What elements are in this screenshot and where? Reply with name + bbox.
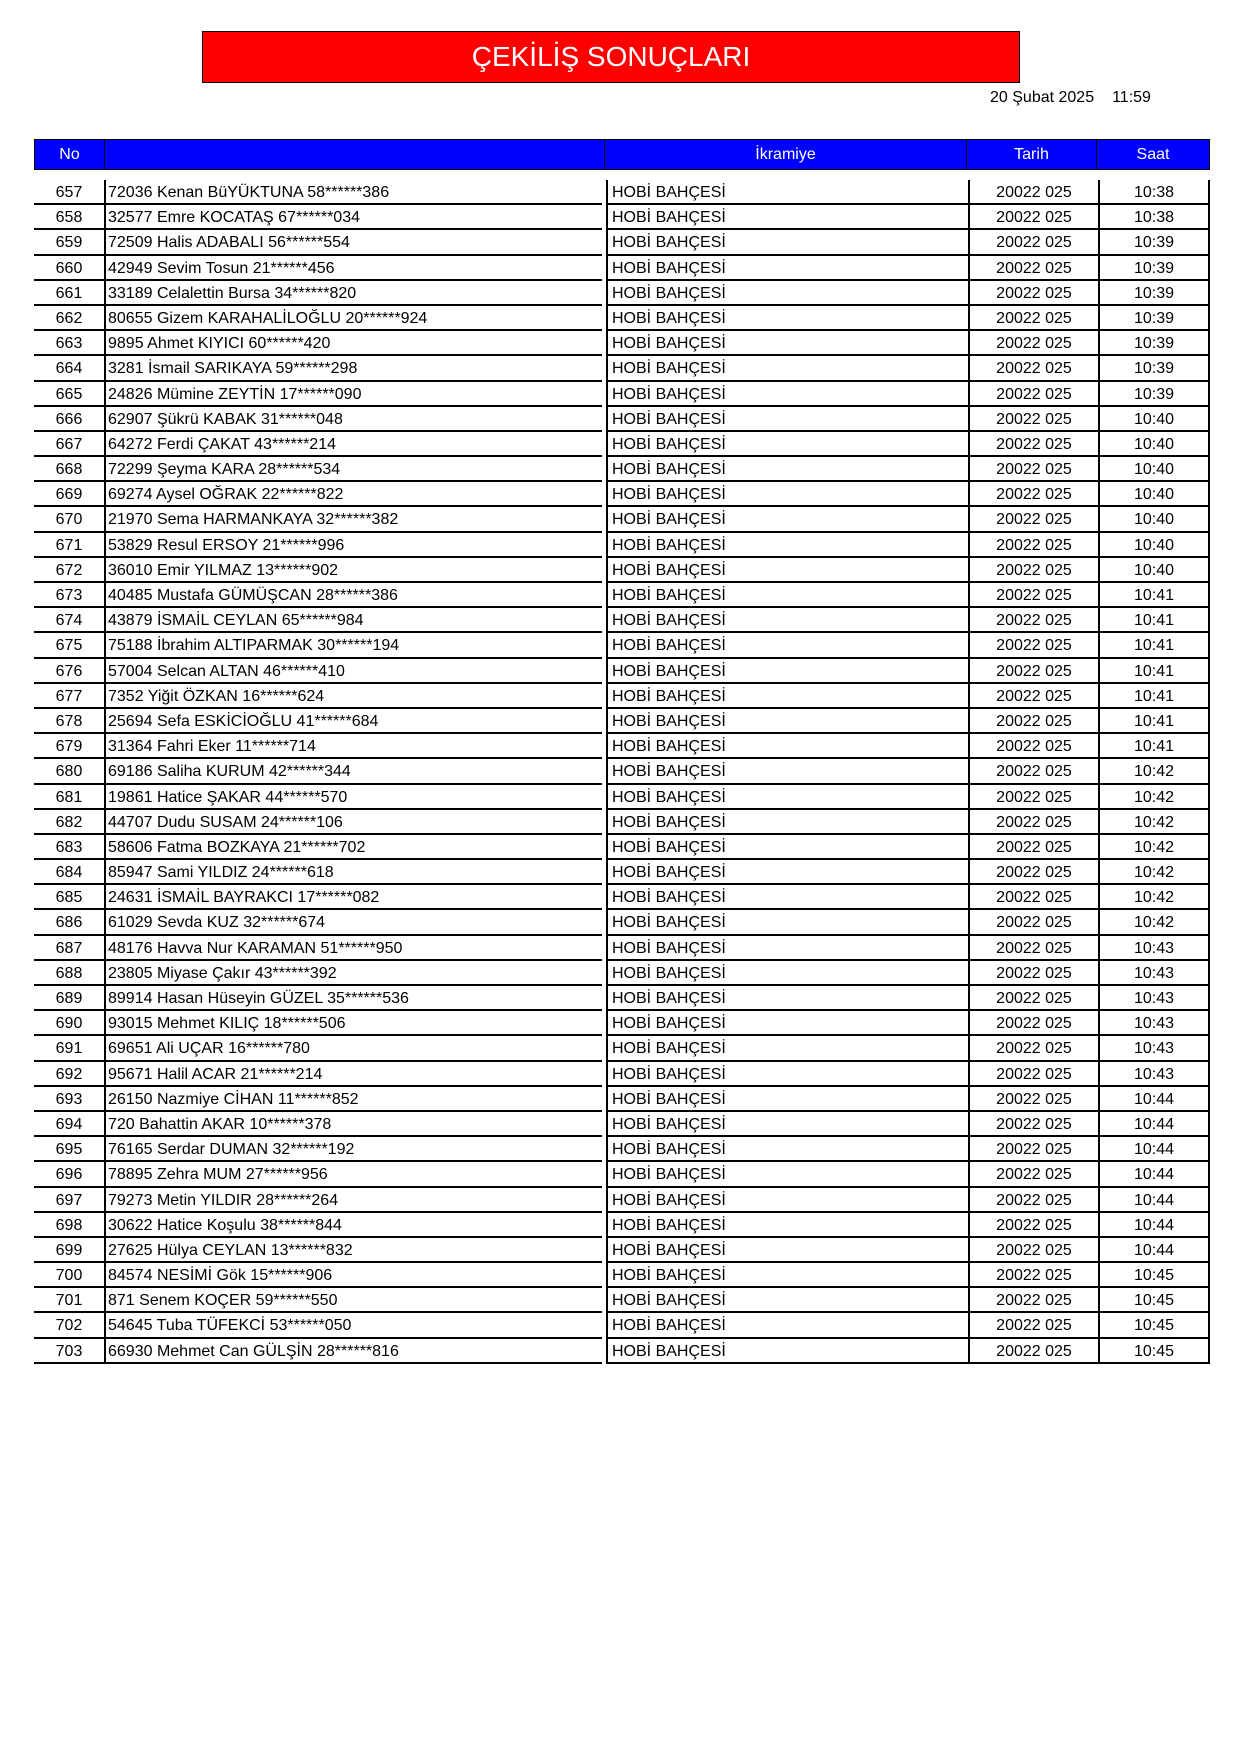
row-prize: HOBİ BAHÇESİ xyxy=(606,910,968,935)
row-prize: HOBİ BAHÇESİ xyxy=(606,533,968,558)
row-date: 20022 025 xyxy=(968,583,1098,608)
table-header xyxy=(34,139,1210,170)
row-date: 20022 025 xyxy=(968,1188,1098,1213)
row-prize: HOBİ BAHÇESİ xyxy=(606,936,968,961)
row-name: 69274 Aysel OĞRAK 22******822 xyxy=(104,482,602,507)
row-date: 20022 025 xyxy=(968,986,1098,1011)
row-date: 20022 025 xyxy=(968,885,1098,910)
table-row xyxy=(34,936,1210,961)
row-name: 30622 Hatice Koşulu 38******844 xyxy=(104,1213,602,1238)
table-row xyxy=(34,608,1210,633)
row-time: 10:44 xyxy=(1098,1238,1210,1263)
row-date: 20022 025 xyxy=(968,205,1098,230)
row-name: 69186 Saliha KURUM 42******344 xyxy=(104,759,602,784)
row-name: 53829 Resul ERSOY 21******996 xyxy=(104,533,602,558)
row-name: 3281 İsmail SARIKAYA 59******298 xyxy=(104,356,602,381)
row-time: 10:45 xyxy=(1098,1288,1210,1313)
row-number: 692 xyxy=(34,1062,104,1087)
row-number: 684 xyxy=(34,860,104,885)
table-row xyxy=(34,1313,1210,1338)
row-prize: HOBİ BAHÇESİ xyxy=(606,356,968,381)
row-name: 57004 Selcan ALTAN 46******410 xyxy=(104,659,602,684)
row-date: 20022 025 xyxy=(968,382,1098,407)
row-number: 660 xyxy=(34,256,104,281)
row-number: 666 xyxy=(34,407,104,432)
table-row xyxy=(34,1137,1210,1162)
row-name: 9895 Ahmet KIYICI 60******420 xyxy=(104,331,602,356)
row-prize: HOBİ BAHÇESİ xyxy=(606,986,968,1011)
table-row xyxy=(34,583,1210,608)
row-time: 10:41 xyxy=(1098,608,1210,633)
row-prize: HOBİ BAHÇESİ xyxy=(606,482,968,507)
row-name: 871 Senem KOÇER 59******550 xyxy=(104,1288,602,1313)
row-number: 673 xyxy=(34,583,104,608)
row-date: 20022 025 xyxy=(968,457,1098,482)
row-name: 62907 Şükrü KABAK 31******048 xyxy=(104,407,602,432)
row-number: 667 xyxy=(34,432,104,457)
row-number: 669 xyxy=(34,482,104,507)
row-date: 20022 025 xyxy=(968,356,1098,381)
table-row xyxy=(34,835,1210,860)
row-number: 702 xyxy=(34,1313,104,1338)
table-row xyxy=(34,759,1210,784)
header-no: No xyxy=(35,140,105,169)
row-name: 40485 Mustafa GÜMÜŞCAN 28******386 xyxy=(104,583,602,608)
header-date: Tarih xyxy=(967,140,1097,169)
row-date: 20022 025 xyxy=(968,936,1098,961)
row-number: 690 xyxy=(34,1011,104,1036)
row-prize: HOBİ BAHÇESİ xyxy=(606,1162,968,1187)
row-prize: HOBİ BAHÇESİ xyxy=(606,205,968,230)
row-time: 10:40 xyxy=(1098,407,1210,432)
row-number: 672 xyxy=(34,558,104,583)
row-name: 72509 Halis ADABALI 56******554 xyxy=(104,230,602,255)
header-prize: İkramiye xyxy=(605,140,967,169)
row-name: 78895 Zehra MUM 27******956 xyxy=(104,1162,602,1187)
table-row xyxy=(34,1036,1210,1061)
row-name: 7352 Yiğit ÖZKAN 16******624 xyxy=(104,684,602,709)
row-date: 20022 025 xyxy=(968,734,1098,759)
table-row xyxy=(34,1087,1210,1112)
row-name: 93015 Mehmet KILIÇ 18******506 xyxy=(104,1011,602,1036)
row-time: 10:39 xyxy=(1098,230,1210,255)
row-name: 31364 Fahri Eker 11******714 xyxy=(104,734,602,759)
row-time: 10:42 xyxy=(1098,835,1210,860)
row-name: 72299 Şeyma KARA 28******534 xyxy=(104,457,602,482)
table-row xyxy=(34,1112,1210,1137)
table-row xyxy=(34,1288,1210,1313)
table-row xyxy=(34,382,1210,407)
row-date: 20022 025 xyxy=(968,331,1098,356)
row-number: 695 xyxy=(34,1137,104,1162)
report-time: 11:59 xyxy=(1112,89,1151,106)
row-prize: HOBİ BAHÇESİ xyxy=(606,306,968,331)
row-date: 20022 025 xyxy=(968,230,1098,255)
row-time: 10:39 xyxy=(1098,331,1210,356)
row-prize: HOBİ BAHÇESİ xyxy=(606,558,968,583)
row-number: 679 xyxy=(34,734,104,759)
row-date: 20022 025 xyxy=(968,1263,1098,1288)
row-number: 676 xyxy=(34,659,104,684)
row-date: 20022 025 xyxy=(968,608,1098,633)
row-date: 20022 025 xyxy=(968,533,1098,558)
row-date: 20022 025 xyxy=(968,910,1098,935)
row-date: 20022 025 xyxy=(968,759,1098,784)
row-date: 20022 025 xyxy=(968,180,1098,205)
row-number: 697 xyxy=(34,1188,104,1213)
row-prize: HOBİ BAHÇESİ xyxy=(606,1188,968,1213)
row-number: 683 xyxy=(34,835,104,860)
row-time: 10:39 xyxy=(1098,306,1210,331)
row-time: 10:45 xyxy=(1098,1313,1210,1338)
table-row xyxy=(34,256,1210,281)
row-time: 10:41 xyxy=(1098,709,1210,734)
table-row xyxy=(34,734,1210,759)
row-number: 701 xyxy=(34,1288,104,1313)
row-prize: HOBİ BAHÇESİ xyxy=(606,1112,968,1137)
row-time: 10:43 xyxy=(1098,936,1210,961)
row-prize: HOBİ BAHÇESİ xyxy=(606,734,968,759)
table-row xyxy=(34,507,1210,532)
row-prize: HOBİ BAHÇESİ xyxy=(606,331,968,356)
row-name: 79273 Metin YILDIR 28******264 xyxy=(104,1188,602,1213)
row-name: 36010 Emir YILMAZ 13******902 xyxy=(104,558,602,583)
row-time: 10:44 xyxy=(1098,1213,1210,1238)
row-number: 670 xyxy=(34,507,104,532)
row-name: 43879 İSMAİL CEYLAN 65******984 xyxy=(104,608,602,633)
row-prize: HOBİ BAHÇESİ xyxy=(606,608,968,633)
table-row xyxy=(34,281,1210,306)
row-prize: HOBİ BAHÇESİ xyxy=(606,256,968,281)
row-number: 694 xyxy=(34,1112,104,1137)
table-row xyxy=(34,356,1210,381)
row-name: 72036 Kenan BüYÜKTUNA 58******386 xyxy=(104,180,602,205)
row-prize: HOBİ BAHÇESİ xyxy=(606,659,968,684)
row-number: 671 xyxy=(34,533,104,558)
row-prize: HOBİ BAHÇESİ xyxy=(606,1062,968,1087)
row-date: 20022 025 xyxy=(968,633,1098,658)
table-row xyxy=(34,709,1210,734)
row-name: 61029 Sevda KUZ 32******674 xyxy=(104,910,602,935)
row-date: 20022 025 xyxy=(968,281,1098,306)
timestamp xyxy=(990,89,1151,107)
row-time: 10:44 xyxy=(1098,1112,1210,1137)
row-number: 678 xyxy=(34,709,104,734)
row-time: 10:39 xyxy=(1098,356,1210,381)
row-date: 20022 025 xyxy=(968,961,1098,986)
page-title: ÇEKİLİŞ SONUÇLARI xyxy=(471,41,751,72)
table-row xyxy=(34,633,1210,658)
table-row xyxy=(34,659,1210,684)
row-date: 20022 025 xyxy=(968,256,1098,281)
row-number: 668 xyxy=(34,457,104,482)
row-prize: HOBİ BAHÇESİ xyxy=(606,759,968,784)
table-row xyxy=(34,860,1210,885)
row-prize: HOBİ BAHÇESİ xyxy=(606,810,968,835)
row-date: 20022 025 xyxy=(968,684,1098,709)
table-row xyxy=(34,986,1210,1011)
row-time: 10:44 xyxy=(1098,1188,1210,1213)
row-time: 10:45 xyxy=(1098,1263,1210,1288)
table-row xyxy=(34,230,1210,255)
row-time: 10:41 xyxy=(1098,684,1210,709)
table-row xyxy=(34,205,1210,230)
table-row xyxy=(34,482,1210,507)
row-date: 20022 025 xyxy=(968,1313,1098,1338)
table-row xyxy=(34,558,1210,583)
row-number: 688 xyxy=(34,961,104,986)
row-prize: HOBİ BAHÇESİ xyxy=(606,1137,968,1162)
row-time: 10:38 xyxy=(1098,180,1210,205)
row-number: 698 xyxy=(34,1213,104,1238)
table-row xyxy=(34,331,1210,356)
row-number: 663 xyxy=(34,331,104,356)
table-row xyxy=(34,785,1210,810)
row-name: 23805 Miyase Çakır 43******392 xyxy=(104,961,602,986)
row-date: 20022 025 xyxy=(968,835,1098,860)
row-number: 685 xyxy=(34,885,104,910)
row-number: 661 xyxy=(34,281,104,306)
row-number: 680 xyxy=(34,759,104,784)
row-time: 10:45 xyxy=(1098,1339,1210,1364)
row-date: 20022 025 xyxy=(968,1036,1098,1061)
row-date: 20022 025 xyxy=(968,1339,1098,1364)
row-time: 10:44 xyxy=(1098,1087,1210,1112)
row-number: 696 xyxy=(34,1162,104,1187)
results-table xyxy=(34,180,1210,1364)
row-prize: HOBİ BAHÇESİ xyxy=(606,860,968,885)
row-time: 10:39 xyxy=(1098,256,1210,281)
row-prize: HOBİ BAHÇESİ xyxy=(606,885,968,910)
row-date: 20022 025 xyxy=(968,1137,1098,1162)
row-time: 10:40 xyxy=(1098,432,1210,457)
row-time: 10:39 xyxy=(1098,382,1210,407)
row-time: 10:40 xyxy=(1098,558,1210,583)
row-date: 20022 025 xyxy=(968,432,1098,457)
header-name xyxy=(105,140,605,169)
row-time: 10:43 xyxy=(1098,1011,1210,1036)
row-name: 69651 Ali UÇAR 16******780 xyxy=(104,1036,602,1061)
row-number: 665 xyxy=(34,382,104,407)
row-name: 44707 Dudu SUSAM 24******106 xyxy=(104,810,602,835)
row-number: 700 xyxy=(34,1263,104,1288)
row-name: 32577 Emre KOCATAŞ 67******034 xyxy=(104,205,602,230)
row-prize: HOBİ BAHÇESİ xyxy=(606,1213,968,1238)
row-prize: HOBİ BAHÇESİ xyxy=(606,382,968,407)
row-prize: HOBİ BAHÇESİ xyxy=(606,583,968,608)
row-date: 20022 025 xyxy=(968,1288,1098,1313)
table-row xyxy=(34,407,1210,432)
table-row xyxy=(34,885,1210,910)
row-time: 10:44 xyxy=(1098,1162,1210,1187)
row-time: 10:42 xyxy=(1098,785,1210,810)
row-time: 10:39 xyxy=(1098,281,1210,306)
row-time: 10:43 xyxy=(1098,1036,1210,1061)
row-date: 20022 025 xyxy=(968,709,1098,734)
row-prize: HOBİ BAHÇESİ xyxy=(606,1288,968,1313)
row-prize: HOBİ BAHÇESİ xyxy=(606,1036,968,1061)
row-prize: HOBİ BAHÇESİ xyxy=(606,961,968,986)
row-number: 657 xyxy=(34,180,104,205)
row-prize: HOBİ BAHÇESİ xyxy=(606,407,968,432)
row-time: 10:42 xyxy=(1098,860,1210,885)
row-date: 20022 025 xyxy=(968,507,1098,532)
row-time: 10:41 xyxy=(1098,583,1210,608)
table-row xyxy=(34,1062,1210,1087)
row-prize: HOBİ BAHÇESİ xyxy=(606,684,968,709)
row-time: 10:38 xyxy=(1098,205,1210,230)
row-date: 20022 025 xyxy=(968,1238,1098,1263)
row-time: 10:41 xyxy=(1098,633,1210,658)
row-number: 662 xyxy=(34,306,104,331)
row-prize: HOBİ BAHÇESİ xyxy=(606,1339,968,1364)
table-row xyxy=(34,1188,1210,1213)
row-prize: HOBİ BAHÇESİ xyxy=(606,835,968,860)
row-date: 20022 025 xyxy=(968,1011,1098,1036)
row-prize: HOBİ BAHÇESİ xyxy=(606,507,968,532)
header-time: Saat xyxy=(1136,145,1170,163)
row-date: 20022 025 xyxy=(968,1162,1098,1187)
row-time: 10:40 xyxy=(1098,482,1210,507)
row-name: 42949 Sevim Tosun 21******456 xyxy=(104,256,602,281)
table-row xyxy=(34,810,1210,835)
row-name: 26150 Nazmiye CİHAN 11******852 xyxy=(104,1087,602,1112)
row-name: 76165 Serdar DUMAN 32******192 xyxy=(104,1137,602,1162)
row-time: 10:41 xyxy=(1098,734,1210,759)
table-row xyxy=(34,457,1210,482)
row-number: 691 xyxy=(34,1036,104,1061)
report-date: 20 Şubat 2025 xyxy=(990,89,1095,106)
row-date: 20022 025 xyxy=(968,860,1098,885)
row-date: 20022 025 xyxy=(968,1087,1098,1112)
row-prize: HOBİ BAHÇESİ xyxy=(606,1087,968,1112)
row-name: 24631 İSMAİL BAYRAKCI 17******082 xyxy=(104,885,602,910)
row-prize: HOBİ BAHÇESİ xyxy=(606,709,968,734)
row-name: 75188 İbrahim ALTIPARMAK 30******194 xyxy=(104,633,602,658)
row-number: 687 xyxy=(34,936,104,961)
row-prize: HOBİ BAHÇESİ xyxy=(606,281,968,306)
row-time: 10:42 xyxy=(1098,810,1210,835)
row-name: 54645 Tuba TÜFEKCİ 53******050 xyxy=(104,1313,602,1338)
row-number: 686 xyxy=(34,910,104,935)
row-number: 681 xyxy=(34,785,104,810)
row-time: 10:43 xyxy=(1098,1062,1210,1087)
table-row xyxy=(34,1011,1210,1036)
table-row xyxy=(34,180,1210,205)
row-number: 689 xyxy=(34,986,104,1011)
row-prize: HOBİ BAHÇESİ xyxy=(606,457,968,482)
table-row xyxy=(34,306,1210,331)
row-date: 20022 025 xyxy=(968,1213,1098,1238)
row-name: 80655 Gizem KARAHALİLOĞLU 20******924 xyxy=(104,306,602,331)
table-row xyxy=(34,910,1210,935)
row-prize: HOBİ BAHÇESİ xyxy=(606,785,968,810)
row-date: 20022 025 xyxy=(968,785,1098,810)
row-time: 10:43 xyxy=(1098,961,1210,986)
row-time: 10:42 xyxy=(1098,759,1210,784)
row-name: 27625 Hülya CEYLAN 13******832 xyxy=(104,1238,602,1263)
row-prize: HOBİ BAHÇESİ xyxy=(606,230,968,255)
row-time: 10:43 xyxy=(1098,986,1210,1011)
row-name: 64272 Ferdi ÇAKAT 43******214 xyxy=(104,432,602,457)
row-prize: HOBİ BAHÇESİ xyxy=(606,1238,968,1263)
row-date: 20022 025 xyxy=(968,810,1098,835)
row-number: 674 xyxy=(34,608,104,633)
row-number: 693 xyxy=(34,1087,104,1112)
table-row xyxy=(34,432,1210,457)
row-name: 58606 Fatma BOZKAYA 21******702 xyxy=(104,835,602,860)
row-date: 20022 025 xyxy=(968,659,1098,684)
row-name: 33189 Celalettin Bursa 34******820 xyxy=(104,281,602,306)
row-prize: HOBİ BAHÇESİ xyxy=(606,1263,968,1288)
row-date: 20022 025 xyxy=(968,1062,1098,1087)
table-row xyxy=(34,1263,1210,1288)
row-name: 66930 Mehmet Can GÜLŞİN 28******816 xyxy=(104,1339,602,1364)
row-date: 20022 025 xyxy=(968,306,1098,331)
row-prize: HOBİ BAHÇESİ xyxy=(606,1313,968,1338)
row-number: 659 xyxy=(34,230,104,255)
row-name: 25694 Sefa ESKİCİOĞLU 41******684 xyxy=(104,709,602,734)
row-name: 24826 Mümine ZEYTİN 17******090 xyxy=(104,382,602,407)
row-time: 10:40 xyxy=(1098,507,1210,532)
row-prize: HOBİ BAHÇESİ xyxy=(606,633,968,658)
row-number: 677 xyxy=(34,684,104,709)
row-date: 20022 025 xyxy=(968,1112,1098,1137)
row-time: 10:42 xyxy=(1098,885,1210,910)
row-time: 10:41 xyxy=(1098,659,1210,684)
table-row xyxy=(34,1339,1210,1364)
row-prize: HOBİ BAHÇESİ xyxy=(606,1011,968,1036)
row-date: 20022 025 xyxy=(968,482,1098,507)
row-name: 95671 Halil ACAR 21******214 xyxy=(104,1062,602,1087)
row-time: 10:44 xyxy=(1098,1137,1210,1162)
row-name: 21970 Sema HARMANKAYA 32******382 xyxy=(104,507,602,532)
row-name: 720 Bahattin AKAR 10******378 xyxy=(104,1112,602,1137)
table-row xyxy=(34,1238,1210,1263)
title-banner xyxy=(202,31,1020,83)
table-row xyxy=(34,1162,1210,1187)
table-row xyxy=(34,1213,1210,1238)
row-name: 19861 Hatice ŞAKAR 44******570 xyxy=(104,785,602,810)
row-name: 85947 Sami YILDIZ 24******618 xyxy=(104,860,602,885)
row-number: 658 xyxy=(34,205,104,230)
row-name: 89914 Hasan Hüseyin GÜZEL 35******536 xyxy=(104,986,602,1011)
row-name: 84574 NESİMİ Gök 15******906 xyxy=(104,1263,602,1288)
row-number: 675 xyxy=(34,633,104,658)
table-row xyxy=(34,961,1210,986)
row-number: 664 xyxy=(34,356,104,381)
row-number: 699 xyxy=(34,1238,104,1263)
row-time: 10:42 xyxy=(1098,910,1210,935)
row-date: 20022 025 xyxy=(968,407,1098,432)
table-row xyxy=(34,684,1210,709)
row-prize: HOBİ BAHÇESİ xyxy=(606,432,968,457)
row-number: 703 xyxy=(34,1339,104,1364)
row-time: 10:40 xyxy=(1098,533,1210,558)
row-number: 682 xyxy=(34,810,104,835)
row-name: 48176 Havva Nur KARAMAN 51******950 xyxy=(104,936,602,961)
row-prize: HOBİ BAHÇESİ xyxy=(606,180,968,205)
row-date: 20022 025 xyxy=(968,558,1098,583)
table-row xyxy=(34,533,1210,558)
row-time: 10:40 xyxy=(1098,457,1210,482)
